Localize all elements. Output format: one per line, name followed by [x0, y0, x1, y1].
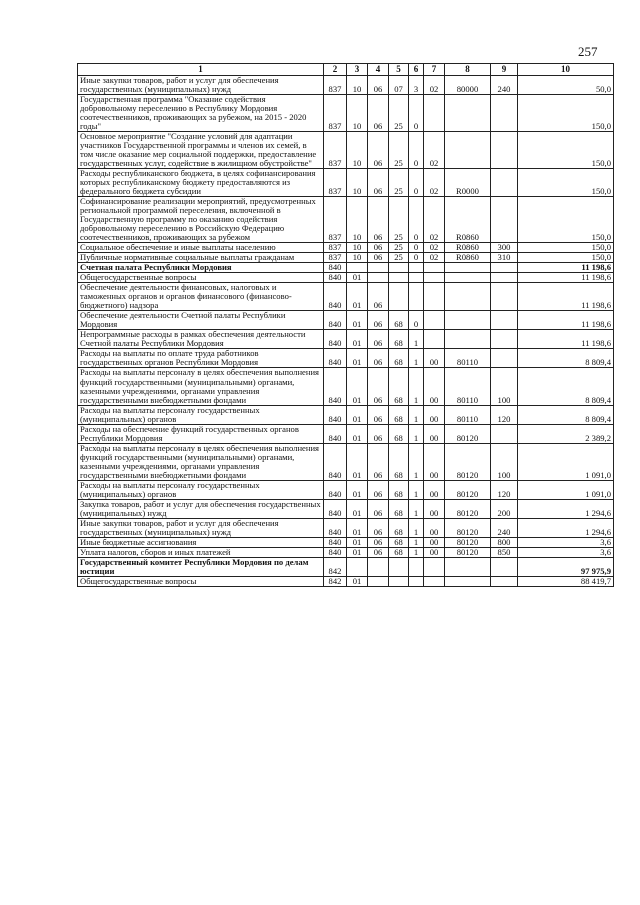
code-cell: [491, 283, 518, 311]
code-cell: [491, 169, 518, 197]
code-cell: 01: [347, 499, 368, 518]
row-title-cell: Расходы республиканского бюджета, в целях софинансирования которых республиканскому бюджету предоставляются из федерального бюджета субсидии: [78, 169, 324, 197]
code-cell: 06: [368, 443, 389, 480]
code-cell: 00: [424, 368, 445, 405]
code-cell: [368, 557, 389, 576]
code-cell: [445, 557, 491, 576]
amount-cell: 1 294,6: [518, 499, 614, 518]
code-cell: 06: [368, 537, 389, 547]
code-cell: 840: [324, 424, 347, 443]
amount-cell: 8 809,4: [518, 349, 614, 368]
code-cell: 06: [368, 547, 389, 557]
table-row: [78, 132, 614, 169]
code-cell: 68: [389, 537, 409, 547]
code-cell: [491, 273, 518, 283]
code-cell: 68: [389, 424, 409, 443]
table-header-row: [78, 64, 614, 76]
code-cell: 02: [424, 253, 445, 263]
code-cell: 06: [368, 349, 389, 368]
table-row: [78, 253, 614, 263]
header-cell: 9: [491, 64, 518, 76]
table-row: [78, 518, 614, 537]
table-row: [78, 243, 614, 253]
row-title-cell: Государственный комитет Республики Мордовия по делам юстиции: [78, 557, 324, 576]
code-cell: 06: [368, 499, 389, 518]
row-title-cell: Закупка товаров, работ и услуг для обеспечения государственных (муниципальных) нужд: [78, 499, 324, 518]
row-title-cell: Расходы на выплаты по оплате труда работников государственных органов Республики Мордовия: [78, 349, 324, 368]
code-cell: 01: [347, 576, 368, 586]
code-cell: 06: [368, 368, 389, 405]
code-cell: 80120: [445, 443, 491, 480]
table-row: [78, 330, 614, 349]
code-cell: 68: [389, 311, 409, 330]
row-title-cell: Иные закупки товаров, работ и услуг для обеспечения государственных (муниципальных) нужд: [78, 76, 324, 95]
code-cell: 837: [324, 243, 347, 253]
code-cell: 120: [491, 405, 518, 424]
code-cell: [491, 263, 518, 273]
code-cell: [445, 95, 491, 132]
row-title-cell: Общегосударственные вопросы: [78, 576, 324, 586]
code-cell: 02: [424, 169, 445, 197]
code-cell: 01: [347, 537, 368, 547]
code-cell: 00: [424, 499, 445, 518]
code-cell: [409, 557, 424, 576]
code-cell: 01: [347, 368, 368, 405]
code-cell: 68: [389, 405, 409, 424]
amount-cell: 11 198,6: [518, 283, 614, 311]
code-cell: 06: [368, 95, 389, 132]
code-cell: [389, 273, 409, 283]
code-cell: [445, 263, 491, 273]
code-cell: 06: [368, 424, 389, 443]
code-cell: 06: [368, 311, 389, 330]
code-cell: 06: [368, 480, 389, 499]
code-cell: 1: [409, 349, 424, 368]
code-cell: 06: [368, 518, 389, 537]
code-cell: [347, 557, 368, 576]
code-cell: [424, 283, 445, 311]
code-cell: 0: [409, 253, 424, 263]
code-cell: 06: [368, 76, 389, 95]
code-cell: R0860: [445, 253, 491, 263]
table-row: [78, 443, 614, 480]
code-cell: 02: [424, 132, 445, 169]
code-cell: 300: [491, 243, 518, 253]
header-cell: 3: [347, 64, 368, 76]
code-cell: 06: [368, 283, 389, 311]
code-cell: 840: [324, 405, 347, 424]
code-cell: 06: [368, 132, 389, 169]
code-cell: [368, 576, 389, 586]
amount-cell: 8 809,4: [518, 368, 614, 405]
code-cell: 01: [347, 518, 368, 537]
table-row: [78, 405, 614, 424]
code-cell: [409, 263, 424, 273]
row-title-cell: Непрограммные расходы в рамках обеспечения деятельности Счетной палаты Республики Мордовия: [78, 330, 324, 349]
code-cell: [445, 283, 491, 311]
code-cell: 01: [347, 424, 368, 443]
table-row: [78, 557, 614, 576]
code-cell: 842: [324, 576, 347, 586]
amount-cell: 2 389,2: [518, 424, 614, 443]
row-title-cell: Расходы на выплаты персоналу в целях обеспечения выполнения функций государственными (муниципальными) органами, казенными учреждениями, органами управления государственными внебюджетными фондами: [78, 368, 324, 405]
code-cell: 1: [409, 537, 424, 547]
code-cell: [424, 273, 445, 283]
code-cell: 68: [389, 547, 409, 557]
header-cell: 8: [445, 64, 491, 76]
code-cell: [368, 273, 389, 283]
table-row: [78, 197, 614, 243]
table-row: [78, 263, 614, 273]
code-cell: 0: [409, 243, 424, 253]
code-cell: 80120: [445, 537, 491, 547]
amount-cell: 50,0: [518, 76, 614, 95]
amount-cell: 150,0: [518, 243, 614, 253]
code-cell: [445, 576, 491, 586]
row-title-cell: Иные бюджетные ассигнования: [78, 537, 324, 547]
code-cell: [389, 557, 409, 576]
page-number: 257: [578, 44, 598, 59]
code-cell: 837: [324, 76, 347, 95]
table-row: [78, 537, 614, 547]
code-cell: 837: [324, 169, 347, 197]
code-cell: 10: [347, 95, 368, 132]
code-cell: 1: [409, 405, 424, 424]
table-row: [78, 349, 614, 368]
code-cell: 842: [324, 557, 347, 576]
row-title-cell: Основное мероприятие "Создание условий для адаптации участников Государственной программы и членов их семей, в том числе оказание мер социальной поддержки, предоставление государственных услуг, содействие в жилищном обустройстве": [78, 132, 324, 169]
code-cell: 1: [409, 547, 424, 557]
code-cell: [491, 330, 518, 349]
code-cell: [347, 263, 368, 273]
code-cell: 06: [368, 253, 389, 263]
code-cell: [491, 95, 518, 132]
code-cell: 01: [347, 283, 368, 311]
code-cell: 840: [324, 537, 347, 547]
code-cell: 840: [324, 368, 347, 405]
code-cell: 00: [424, 480, 445, 499]
row-title-cell: Публичные нормативные социальные выплаты гражданам: [78, 253, 324, 263]
header-cell: 7: [424, 64, 445, 76]
code-cell: 850: [491, 547, 518, 557]
header-cell: 1: [78, 64, 324, 76]
code-cell: 3: [409, 76, 424, 95]
amount-cell: 88 419,7: [518, 576, 614, 586]
code-cell: 10: [347, 76, 368, 95]
budget-table: [77, 63, 614, 587]
code-cell: 840: [324, 443, 347, 480]
table-row: [78, 368, 614, 405]
table-row: [78, 311, 614, 330]
code-cell: 25: [389, 169, 409, 197]
code-cell: 1: [409, 443, 424, 480]
code-cell: 240: [491, 518, 518, 537]
code-cell: [491, 557, 518, 576]
code-cell: [445, 330, 491, 349]
code-cell: 68: [389, 443, 409, 480]
code-cell: 25: [389, 95, 409, 132]
code-cell: R0000: [445, 169, 491, 197]
code-cell: 120: [491, 480, 518, 499]
code-cell: 80120: [445, 547, 491, 557]
table-row: [78, 480, 614, 499]
code-cell: 840: [324, 480, 347, 499]
code-cell: 01: [347, 405, 368, 424]
amount-cell: 150,0: [518, 253, 614, 263]
amount-cell: 150,0: [518, 95, 614, 132]
code-cell: [409, 283, 424, 311]
code-cell: 1: [409, 330, 424, 349]
code-cell: 80120: [445, 499, 491, 518]
amount-cell: 11 198,6: [518, 311, 614, 330]
row-title-cell: Счетная палата Республики Мордовия: [78, 263, 324, 273]
code-cell: [424, 330, 445, 349]
code-cell: 840: [324, 273, 347, 283]
code-cell: [491, 424, 518, 443]
code-cell: 25: [389, 132, 409, 169]
amount-cell: 1 091,0: [518, 443, 614, 480]
amount-cell: 11 198,6: [518, 263, 614, 273]
header-cell: 5: [389, 64, 409, 76]
code-cell: 25: [389, 243, 409, 253]
table-row: [78, 95, 614, 132]
table-row: [78, 424, 614, 443]
amount-cell: 11 198,6: [518, 273, 614, 283]
code-cell: 837: [324, 132, 347, 169]
code-cell: 00: [424, 443, 445, 480]
row-title-cell: Обеспечение деятельности финансовых, налоговых и таможенных органов и органов финансового (финансово-бюджетного) надзора: [78, 283, 324, 311]
code-cell: 01: [347, 547, 368, 557]
row-title-cell: Софинансирование реализации мероприятий, предусмотренных региональной программой переселения, включенной в Государственную программу по оказанию содействия добровольному переселению в Российскую Федерацию соотечественников, проживающих за рубежом: [78, 197, 324, 243]
code-cell: 840: [324, 547, 347, 557]
table-row: [78, 169, 614, 197]
row-title-cell: Расходы на выплаты персоналу государственных (муниципальных) органов: [78, 405, 324, 424]
code-cell: 68: [389, 330, 409, 349]
code-cell: 80110: [445, 368, 491, 405]
row-title-cell: Расходы на обеспечение функций государственных органов Республики Мордовия: [78, 424, 324, 443]
table-row: [78, 76, 614, 95]
code-cell: 80000: [445, 76, 491, 95]
code-cell: 06: [368, 330, 389, 349]
code-cell: 01: [347, 480, 368, 499]
code-cell: 10: [347, 243, 368, 253]
code-cell: 0: [409, 311, 424, 330]
code-cell: 68: [389, 518, 409, 537]
code-cell: 80120: [445, 480, 491, 499]
code-cell: 25: [389, 253, 409, 263]
code-cell: 10: [347, 253, 368, 263]
table-row: [78, 576, 614, 586]
code-cell: 10: [347, 132, 368, 169]
code-cell: 07: [389, 76, 409, 95]
row-title-cell: Обеспечение деятельности Счетной палаты Республики Мордовия: [78, 311, 324, 330]
code-cell: [424, 576, 445, 586]
code-cell: 100: [491, 368, 518, 405]
code-cell: 00: [424, 547, 445, 557]
code-cell: 01: [347, 330, 368, 349]
code-cell: 1: [409, 424, 424, 443]
code-cell: 310: [491, 253, 518, 263]
code-cell: 68: [389, 349, 409, 368]
code-cell: 25: [389, 197, 409, 243]
code-cell: 837: [324, 197, 347, 243]
code-cell: 840: [324, 518, 347, 537]
row-title-cell: Социальное обеспечение и иные выплаты населению: [78, 243, 324, 253]
code-cell: 00: [424, 405, 445, 424]
amount-cell: 8 809,4: [518, 405, 614, 424]
table-row: [78, 273, 614, 283]
code-cell: 80110: [445, 405, 491, 424]
code-cell: [491, 576, 518, 586]
row-title-cell: Иные закупки товаров, работ и услуг для обеспечения государственных (муниципальных) нужд: [78, 518, 324, 537]
code-cell: [491, 311, 518, 330]
code-cell: 840: [324, 263, 347, 273]
code-cell: 837: [324, 95, 347, 132]
code-cell: [424, 263, 445, 273]
row-title-cell: Государственная программа "Оказание содействия добровольному переселению в Республику Мордовия соотечественников, проживающих за рубежом, на 2015 - 2020 годы": [78, 95, 324, 132]
code-cell: 01: [347, 349, 368, 368]
code-cell: 0: [409, 169, 424, 197]
header-cell: 4: [368, 64, 389, 76]
code-cell: 1: [409, 518, 424, 537]
code-cell: 68: [389, 499, 409, 518]
code-cell: [424, 95, 445, 132]
amount-cell: 3,6: [518, 547, 614, 557]
code-cell: 840: [324, 499, 347, 518]
code-cell: 1: [409, 480, 424, 499]
amount-cell: 11 198,6: [518, 330, 614, 349]
code-cell: 02: [424, 243, 445, 253]
code-cell: 06: [368, 243, 389, 253]
code-cell: 840: [324, 349, 347, 368]
code-cell: [491, 132, 518, 169]
code-cell: 840: [324, 330, 347, 349]
code-cell: [445, 311, 491, 330]
code-cell: [389, 283, 409, 311]
code-cell: 80120: [445, 424, 491, 443]
header-cell: 2: [324, 64, 347, 76]
code-cell: 840: [324, 311, 347, 330]
code-cell: 80110: [445, 349, 491, 368]
table-row: [78, 499, 614, 518]
code-cell: 01: [347, 443, 368, 480]
row-title-cell: Уплата налогов, сборов и иных платежей: [78, 547, 324, 557]
table-row: [78, 283, 614, 311]
code-cell: 1: [409, 368, 424, 405]
code-cell: 800: [491, 537, 518, 547]
code-cell: 00: [424, 518, 445, 537]
code-cell: 02: [424, 76, 445, 95]
code-cell: 0: [409, 132, 424, 169]
code-cell: [491, 349, 518, 368]
code-cell: [445, 273, 491, 283]
code-cell: [389, 263, 409, 273]
table-row: [78, 547, 614, 557]
amount-cell: 1 091,0: [518, 480, 614, 499]
row-title-cell: Расходы на выплаты персоналу государственных (муниципальных) органов: [78, 480, 324, 499]
code-cell: 840: [324, 283, 347, 311]
code-cell: 10: [347, 197, 368, 243]
code-cell: [409, 273, 424, 283]
code-cell: 01: [347, 273, 368, 283]
code-cell: R0860: [445, 197, 491, 243]
code-cell: 100: [491, 443, 518, 480]
row-title-cell: Расходы на выплаты персоналу в целях обеспечения выполнения функций государственными (муниципальными) органами, казенными учреждениями, органами управления государственными внебюджетными фондами: [78, 443, 324, 480]
amount-cell: 3,6: [518, 537, 614, 547]
code-cell: R0860: [445, 243, 491, 253]
code-cell: 68: [389, 368, 409, 405]
code-cell: 200: [491, 499, 518, 518]
code-cell: 0: [409, 197, 424, 243]
code-cell: 80120: [445, 518, 491, 537]
code-cell: [424, 557, 445, 576]
code-cell: 68: [389, 480, 409, 499]
code-cell: 00: [424, 349, 445, 368]
amount-cell: 1 294,6: [518, 518, 614, 537]
code-cell: 00: [424, 424, 445, 443]
amount-cell: 150,0: [518, 197, 614, 243]
code-cell: [368, 263, 389, 273]
amount-cell: 150,0: [518, 132, 614, 169]
code-cell: 01: [347, 311, 368, 330]
code-cell: 06: [368, 405, 389, 424]
code-cell: 02: [424, 197, 445, 243]
code-cell: 06: [368, 197, 389, 243]
amount-cell: 97 975,9: [518, 557, 614, 576]
code-cell: 06: [368, 169, 389, 197]
code-cell: 1: [409, 499, 424, 518]
code-cell: 10: [347, 169, 368, 197]
header-cell: 6: [409, 64, 424, 76]
code-cell: 00: [424, 537, 445, 547]
code-cell: [424, 311, 445, 330]
code-cell: 0: [409, 95, 424, 132]
row-title-cell: Общегосударственные вопросы: [78, 273, 324, 283]
code-cell: [409, 576, 424, 586]
header-cell: 10: [518, 64, 614, 76]
code-cell: 240: [491, 76, 518, 95]
code-cell: [445, 132, 491, 169]
amount-cell: 150,0: [518, 169, 614, 197]
code-cell: [389, 576, 409, 586]
code-cell: [491, 197, 518, 243]
code-cell: 837: [324, 253, 347, 263]
